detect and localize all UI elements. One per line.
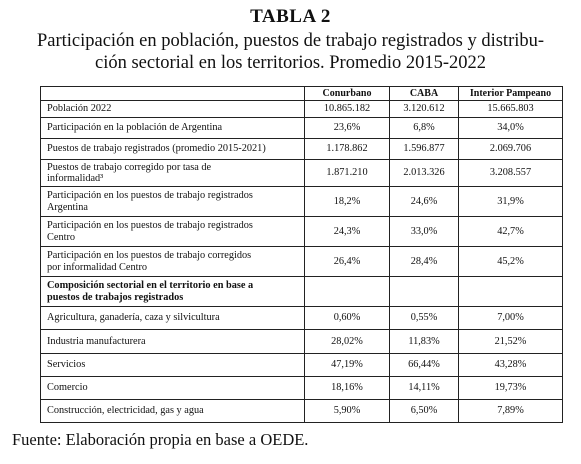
header-interior-pampeano: Interior Pampeano: [459, 87, 563, 101]
cell-interior-pampeano: 7,00%: [459, 307, 563, 330]
subtitle-line-2: ción sectorial en los territorios. Promedio 2015-2022: [95, 53, 486, 73]
section-label: [41, 277, 305, 307]
header-label-cell: [41, 87, 305, 101]
cell-interior-pampeano: 31,9%: [459, 187, 563, 217]
header-caba: CABA: [390, 87, 459, 101]
table-row: [41, 247, 563, 277]
row-label: Población 2022: [41, 101, 305, 118]
table-subtitle: [10, 30, 571, 74]
cell-caba: 11,83%: [390, 330, 459, 354]
table-row: [41, 354, 563, 377]
cell-conurbano: 23,6%: [305, 118, 390, 139]
cell-caba: 3.120.612: [390, 101, 459, 118]
row-label-line-1: Participación en los puestos de trabajo registrados: [47, 190, 253, 201]
subtitle-line-1: Participación en población, puestos de trabajo registrados y distribu-: [36, 31, 545, 51]
row-label: [41, 247, 305, 277]
cell-interior-pampeano: 43,28%: [459, 354, 563, 377]
header-conurbano: Conurbano: [305, 87, 390, 101]
cell-conurbano: 26,4%: [305, 247, 390, 277]
cell-conurbano: 18,2%: [305, 187, 390, 217]
table-row: [41, 101, 563, 118]
row-label-line-2: informalidad³: [47, 173, 104, 184]
cell-interior-pampeano: 42,7%: [459, 217, 563, 247]
cell-conurbano: [305, 277, 390, 307]
source-note: Fuente: Elaboración propia en base a OEDE.: [12, 430, 309, 449]
cell-caba: 28,4%: [390, 247, 459, 277]
row-label: Puestos de trabajo registrados (promedio 2015-2021): [41, 139, 305, 160]
table-row: [41, 377, 563, 400]
table-row: [41, 118, 563, 139]
row-label: Construcción, electricidad, gas y agua: [41, 400, 305, 423]
cell-interior-pampeano: 7,89%: [459, 400, 563, 423]
row-label-line-1: Participación en los puestos de trabajo corregidos: [47, 250, 252, 261]
cell-caba: 24,6%: [390, 187, 459, 217]
row-label: Participación en la población de Argentina: [41, 118, 305, 139]
cell-caba: [390, 277, 459, 307]
cell-caba: 2.013.326: [390, 160, 459, 187]
table-row: [41, 187, 563, 217]
row-label: Agricultura, ganadería, caza y silvicultura: [41, 307, 305, 330]
row-label-line-2: por informalidad Centro: [47, 261, 148, 273]
cell-conurbano: 10.865.182: [305, 101, 390, 118]
cell-conurbano: 18,16%: [305, 377, 390, 400]
cell-conurbano: 1.871.210: [305, 160, 390, 187]
cell-interior-pampeano: 45,2%: [459, 247, 563, 277]
cell-conurbano: 1.178.862: [305, 139, 390, 160]
cell-interior-pampeano: [459, 277, 563, 307]
cell-interior-pampeano: 3.208.557: [459, 160, 563, 187]
cell-caba: 0,55%: [390, 307, 459, 330]
cell-interior-pampeano: 21,52%: [459, 330, 563, 354]
table-row: [41, 160, 563, 187]
row-label: Industria manufacturera: [41, 330, 305, 354]
table-header-row: [41, 87, 563, 101]
table-section-row: [41, 277, 563, 307]
row-label: [41, 160, 305, 187]
row-label: Comercio: [41, 377, 305, 400]
row-label-line-1: Puestos de trabajo corregido por tasa de: [47, 161, 212, 173]
table-row: [41, 307, 563, 330]
cell-caba: 66,44%: [390, 354, 459, 377]
row-label-line-1: Participación en los puestos de trabajo registrados: [47, 220, 253, 231]
table-row: [41, 217, 563, 247]
cell-interior-pampeano: 2.069.706: [459, 139, 563, 160]
cell-caba: 6,50%: [390, 400, 459, 423]
table-title: TABLA 2: [250, 6, 331, 27]
cell-caba: 6,8%: [390, 118, 459, 139]
cell-conurbano: 5,90%: [305, 400, 390, 423]
cell-caba: 14,11%: [390, 377, 459, 400]
row-label-line-2: Argentina: [47, 201, 88, 213]
table-row: [41, 400, 563, 423]
table-row: [41, 330, 563, 354]
cell-conurbano: 47,19%: [305, 354, 390, 377]
row-label: [41, 217, 305, 247]
table-row: [41, 139, 563, 160]
row-label: Servicios: [41, 354, 305, 377]
row-label-line-2: Centro: [47, 231, 76, 243]
data-table: [40, 86, 563, 423]
cell-interior-pampeano: 34,0%: [459, 118, 563, 139]
row-label: [41, 187, 305, 217]
section-label-line-2: puestos de trabajos registrados: [47, 291, 184, 303]
cell-conurbano: 24,3%: [305, 217, 390, 247]
cell-caba: 33,0%: [390, 217, 459, 247]
cell-caba: 1.596.877: [390, 139, 459, 160]
cell-interior-pampeano: 15.665.803: [459, 101, 563, 118]
cell-conurbano: 28,02%: [305, 330, 390, 354]
cell-interior-pampeano: 19,73%: [459, 377, 563, 400]
cell-conurbano: 0,60%: [305, 307, 390, 330]
section-label-line-1: Composición sectorial en el territorio en base a: [47, 280, 254, 291]
